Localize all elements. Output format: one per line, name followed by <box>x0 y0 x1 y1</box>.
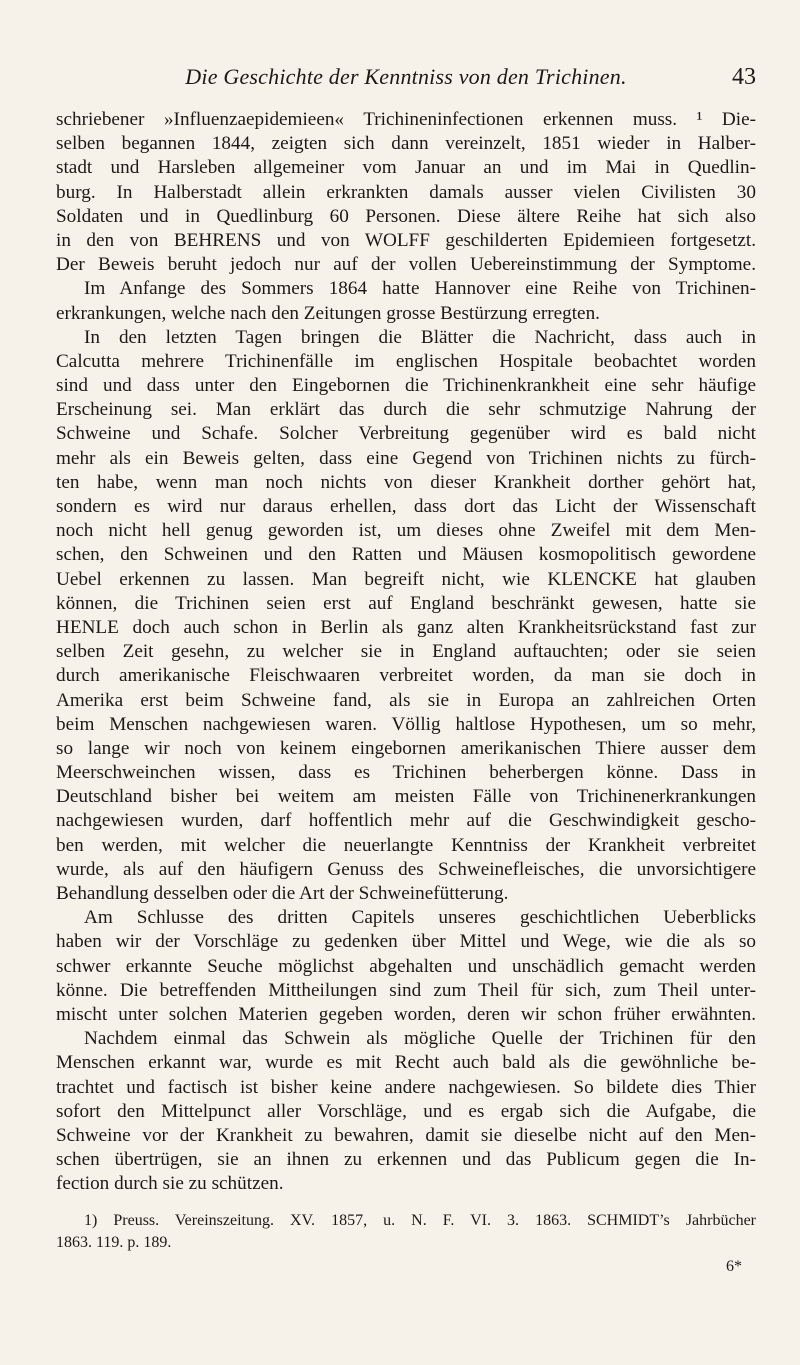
footnote-line: 1) Preuss. Vereinszeitung. XV. 1857, u. N. F. VI. 3. 1863. SCHMIDT’s Jahrbücher <box>84 1212 756 1230</box>
text-line: schwer erkannte Seuche möglichst abgehalten und unschädlich gemacht werden <box>56 955 756 977</box>
text-line: sind und dass unter den Eingebornen die Trichinenkrankheit eine sehr häufige <box>56 375 756 397</box>
text-line: Soldaten und in Quedlinburg 60 Personen. Diese ältere Reihe hat sich also <box>56 205 756 227</box>
text-line: durch amerikanische Fleischwaaren verbreitet worden, da man sie doch in <box>56 665 756 687</box>
text-line: haben wir der Vorschläge zu gedenken über Mittel und Wege, wie die als so <box>56 931 756 953</box>
text-line: Menschen erkannt war, wurde es mit Recht auch bald als die gewöhnliche be- <box>56 1052 756 1074</box>
text-line: Calcutta mehrere Trichinenfälle im englischen Hospitale beobachtet worden <box>56 350 756 372</box>
text-line: sondern es wird nur daraus erhellen, dass dort das Licht der Wissenschaft <box>56 496 756 517</box>
text-line: Im Anfange des Sommers 1864 hatte Hannover eine Reihe von Trichinen- <box>84 278 756 300</box>
text-line: sofort den Mittelpunct aller Vorschläge, und es ergab sich die Aufgabe, die <box>56 1100 756 1122</box>
footnotes <box>56 1210 756 1254</box>
text-line: können, die Trichinen seien erst auf England beschränkt gewesen, hatte sie <box>56 592 756 614</box>
running-title: Die Geschichte der Kenntniss von den Trichinen. <box>185 64 627 89</box>
text-line: beim Menschen nachgewiesen waren. Völlig haltlose Hypothesen, um so mehr, <box>56 713 756 735</box>
text-line: Behandlung desselben oder die Art der Schweinefütterung. <box>56 883 509 904</box>
text-line: so lange wir noch von keinem eingebornen amerikanischen Thiere ausser dem <box>56 737 756 759</box>
text-line: Schweine und Schafe. Solcher Verbreitung gegenüber wird es bald nicht <box>56 423 756 445</box>
body-text <box>56 108 756 1196</box>
text-line: nachgewiesen wurden, darf hoffentlich mehr auf die Geschwindigkeit gescho- <box>56 810 756 832</box>
text-line: Schweine vor der Krankheit zu bewahren, damit sie dieselbe nicht auf den Men- <box>56 1124 756 1146</box>
text-line: Am Schlusse des dritten Capitels unseres geschichtlichen Ueberblicks <box>84 907 756 929</box>
text-line: trachtet und factisch ist bisher keine andere nachgewiesen. So bildete dies Thier <box>56 1076 756 1098</box>
text-line: noch nicht hell genug geworden ist, um dieses ohne Zweifel mit dem Men- <box>56 520 756 542</box>
text-line: Deutschland bisher bei weitem am meisten Fälle von Trichinenerkrankungen <box>56 786 756 808</box>
text-line: schen übertrügen, sie an ihnen zu erkennen und das Publicum gegen die In- <box>56 1149 756 1171</box>
page-number: 43 <box>732 64 756 90</box>
text-line: schen, den Schweinen und den Ratten und Mäusen kosmopolitisch gewordene <box>56 544 756 566</box>
text-line: könne. Die betreffenden Mittheilungen sind zum Theil für sich, zum Theil unter- <box>56 979 756 1001</box>
text-line: Uebel erkennen zu lassen. Man begreift nicht, wie KLENCKE hat glauben <box>56 568 756 590</box>
text-line: mehr als ein Beweis gelten, dass eine Gegend von Trichinen nichts zu fürch- <box>56 447 756 469</box>
signature-mark: 6* <box>726 1258 742 1276</box>
text-line: schriebener »Influenzaepidemieen« Trichineninfectionen erkennen muss. ¹ Die- <box>56 109 756 130</box>
text-line: ten habe, wenn man noch nichts von dieser Krankheit dorther gehört hat, <box>56 471 756 493</box>
text-line: Nachdem einmal das Schwein als mögliche Quelle der Trichinen für den <box>84 1028 756 1050</box>
text-line: selben Zeit gesehn, zu welcher sie in England auftauchten; oder sie seien <box>56 641 756 663</box>
text-line: erkrankungen, welche nach den Zeitungen grosse Bestürzung erregten. <box>56 302 600 324</box>
text-line: Der Beweis beruht jedoch nur auf der vollen Uebereinstimmung der Symptome. <box>56 254 756 276</box>
text-line: HENLE doch auch schon in Berlin als ganz alten Krankheitsrückstand fast zur <box>56 616 756 638</box>
text-line: wurde, als auf den häufigern Genuss des Schweinefleisches, die unvorsichtigere <box>56 858 756 880</box>
text-line: ben werden, mit welcher die neuerlangte Kenntniss der Krankheit verbreitet <box>56 834 756 856</box>
running-head <box>56 62 756 94</box>
document-page <box>56 62 756 1280</box>
text-line: In den letzten Tagen bringen die Blätter die Nachricht, dass auch in <box>84 326 756 348</box>
text-line: in den von BEHRENS und von WOLFF geschilderten Epidemieen fortgesetzt. <box>56 229 756 251</box>
text-line: fection durch sie zu schützen. <box>56 1173 284 1195</box>
text-line: burg. In Halberstadt allein erkrankten damals ausser vielen Civilisten 30 <box>56 181 756 203</box>
text-line: Meerschweinchen wissen, dass es Trichinen beherbergen könne. Dass in <box>56 762 756 784</box>
text-line: selben begannen 1844, zeigten sich dann vereinzelt, 1851 wieder in Halber- <box>56 133 756 155</box>
text-line: mischt unter solchen Materien gegeben worden, deren wir schon früher erwähnten. <box>56 1003 756 1025</box>
text-line: Amerika erst beim Schweine fand, als sie in Europa an zahlreichen Orten <box>56 689 756 711</box>
text-line: stadt und Harsleben allgemeiner vom Januar an und im Mai in Quedlin- <box>56 157 756 179</box>
text-line: Erscheinung sei. Man erklärt das durch die sehr schmutzige Nahrung der <box>56 399 756 421</box>
footnote-line: 1863. 119. p. 189. <box>56 1234 172 1252</box>
